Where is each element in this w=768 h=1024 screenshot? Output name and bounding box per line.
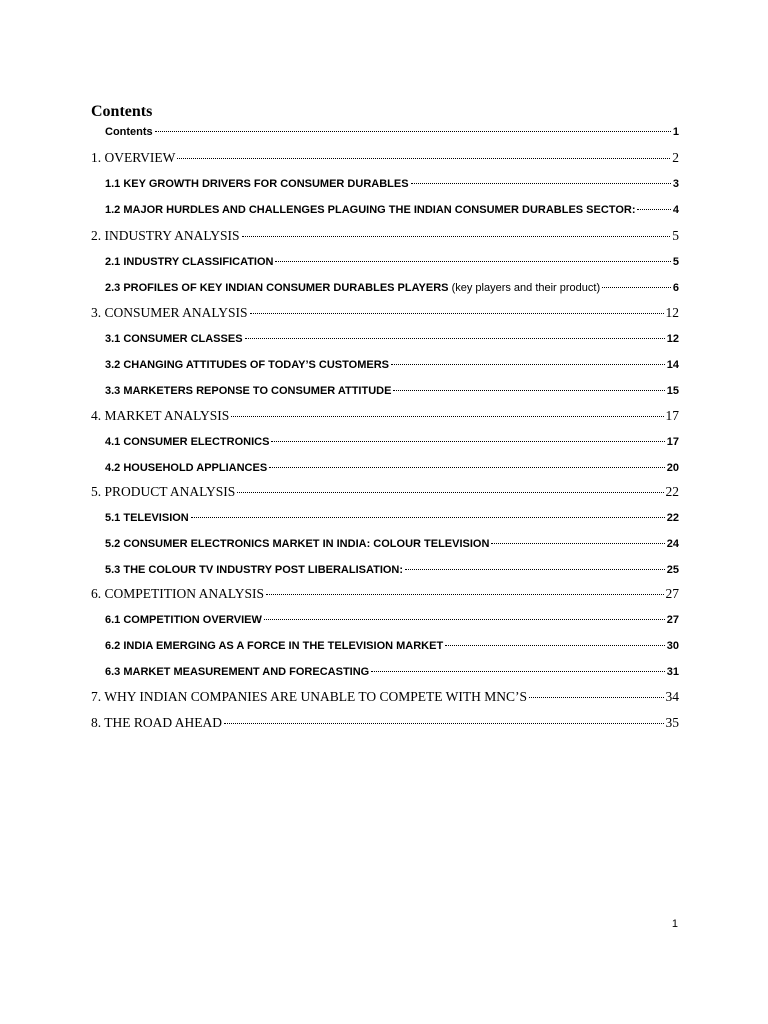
toc-entry-page: 5	[672, 228, 679, 243]
dot-leader	[250, 313, 664, 314]
toc-entry-text-extra: (key players and their product)	[451, 282, 601, 294]
toc-entry-text: 4.1 CONSUMER ELECTRONICS	[105, 436, 270, 448]
toc-entry-4-2[interactable]	[105, 460, 679, 476]
toc-entry-page: 4	[672, 204, 679, 216]
toc-entry-text: 4. MARKET ANALYSIS	[91, 408, 230, 423]
toc-entry-text: Contents	[105, 126, 153, 138]
toc-entry-page: 24	[666, 538, 679, 550]
toc-entry-text: 5.1 TELEVISION	[105, 512, 189, 524]
toc-entry-page: 3	[672, 178, 679, 190]
toc-entry-text: 2.1 INDUSTRY CLASSIFICATION	[105, 256, 274, 268]
dot-leader	[242, 236, 671, 237]
toc-entry-4-market-analysis[interactable]	[91, 408, 679, 424]
toc-entry-text: 2. INDUSTRY ANALYSIS	[91, 228, 240, 243]
toc-entry-text: 6.2 INDIA EMERGING AS A FORCE IN THE TELEVISION MARKET	[105, 640, 444, 652]
toc-entry-6-1[interactable]	[105, 612, 679, 628]
dot-leader	[271, 441, 664, 442]
toc-entry-page: 17	[665, 408, 679, 423]
dot-leader	[393, 390, 664, 391]
toc-entry-4-1[interactable]	[105, 434, 679, 450]
toc-entry-1-overview[interactable]	[91, 150, 679, 166]
toc-title: Contents	[91, 103, 153, 120]
toc-entry-text: 5. PRODUCT ANALYSIS	[91, 484, 236, 499]
dot-leader	[266, 594, 663, 595]
toc-entry-5-1[interactable]	[105, 510, 679, 526]
dot-leader	[275, 261, 670, 262]
toc-entry-page: 5	[672, 256, 679, 268]
toc-entry-page: 35	[665, 715, 679, 730]
toc-entry-page: 20	[666, 462, 679, 474]
toc-entry-page: 27	[665, 586, 679, 601]
toc-entry-text: 1.2 MAJOR HURDLES AND CHALLENGES PLAGUING THE INDIAN CONSUMER DURABLES SECTOR:	[105, 204, 636, 216]
dot-leader	[602, 287, 671, 288]
dot-leader	[371, 671, 665, 672]
toc-entry-text: 6.3 MARKET MEASUREMENT AND FORECASTING	[105, 666, 370, 678]
toc-entry-5-product-analysis[interactable]	[91, 484, 679, 500]
dot-leader	[245, 338, 665, 339]
toc-entry-8-road-ahead[interactable]	[91, 715, 679, 731]
dot-leader	[264, 619, 665, 620]
dot-leader	[411, 183, 671, 184]
toc-entry-text: 3.2 CHANGING ATTITUDES OF TODAY’S CUSTOMERS	[105, 359, 389, 371]
toc-entry-text: 1. OVERVIEW	[91, 150, 176, 165]
toc-entry-3-consumer-analysis[interactable]	[91, 305, 679, 321]
toc-entry-6-competition-analysis[interactable]	[91, 586, 679, 602]
toc-entry-text: 7. WHY INDIAN COMPANIES ARE UNABLE TO COMPETE WITH MNC’S	[91, 689, 528, 704]
toc-entry-2-1[interactable]	[105, 254, 679, 270]
toc-entry-text-wrap	[105, 280, 600, 296]
dot-leader	[224, 723, 664, 724]
toc-entry-6-3[interactable]	[105, 664, 679, 680]
toc-entry-1-1[interactable]	[105, 176, 679, 192]
toc-entry-page: 31	[666, 666, 679, 678]
toc-entry-2-3[interactable]	[105, 280, 679, 296]
toc-entry-page: 6	[672, 282, 679, 294]
toc-entry-page: 27	[666, 614, 679, 626]
toc-entry-text: 3.1 CONSUMER CLASSES	[105, 333, 243, 345]
toc-entry-page: 12	[666, 333, 679, 345]
toc-entry-page: 2	[672, 150, 679, 165]
dot-leader	[391, 364, 665, 365]
toc-entry-text: 5.3 THE COLOUR TV INDUSTRY POST LIBERALISATION:	[105, 564, 404, 576]
toc-entry-text: 8. THE ROAD AHEAD	[91, 715, 222, 730]
toc-entry-text: 6.1 COMPETITION OVERVIEW	[105, 614, 262, 626]
toc-entry-page: 17	[666, 436, 679, 448]
dot-leader	[231, 416, 663, 417]
dot-leader	[405, 569, 665, 570]
toc-entry-5-2[interactable]	[105, 536, 679, 552]
toc-entry-7-why-indian-companies[interactable]	[91, 689, 679, 705]
toc-entry-3-2[interactable]	[105, 357, 679, 373]
toc-entry-page: 34	[665, 689, 679, 704]
toc-entry-text: 6. COMPETITION ANALYSIS	[91, 586, 265, 601]
toc-entry-3-1[interactable]	[105, 331, 679, 347]
toc-entry-3-3[interactable]	[105, 383, 679, 399]
dot-leader	[191, 517, 665, 518]
dot-leader	[237, 492, 663, 493]
dot-leader	[637, 209, 670, 210]
toc-entry-text: 4.2 HOUSEHOLD APPLIANCES	[105, 462, 268, 474]
toc-entry-page: 12	[665, 305, 679, 320]
dot-leader	[177, 158, 670, 159]
toc-entry-6-2[interactable]	[105, 638, 679, 654]
toc-entry-page: 30	[666, 640, 679, 652]
dot-leader	[269, 467, 665, 468]
toc-entry-text: 3. CONSUMER ANALYSIS	[91, 305, 248, 320]
toc-entry-contents[interactable]	[105, 124, 679, 140]
toc-entry-page: 14	[666, 359, 679, 371]
toc-entry-text: 5.2 CONSUMER ELECTRONICS MARKET IN INDIA: COLOUR TELEVISION	[105, 538, 490, 550]
toc-entry-page: 22	[665, 484, 679, 499]
toc-entry-page: 22	[666, 512, 679, 524]
dot-leader	[445, 645, 665, 646]
dot-leader	[491, 543, 664, 544]
toc-entry-page: 15	[666, 385, 679, 397]
toc-entry-1-2[interactable]	[105, 202, 679, 218]
toc-entry-text: 3.3 MARKETERS REPONSE TO CONSUMER ATTITUDE	[105, 385, 392, 397]
toc-entry-text: 2.3 PROFILES OF KEY INDIAN CONSUMER DURABLES PLAYERS	[105, 282, 452, 294]
dot-leader	[155, 131, 671, 132]
toc-entry-page: 25	[666, 564, 679, 576]
dot-leader	[529, 697, 663, 698]
toc-entry-text: 1.1 KEY GROWTH DRIVERS FOR CONSUMER DURABLES	[105, 178, 409, 190]
toc-entry-2-industry-analysis[interactable]	[91, 228, 679, 244]
toc-entry-5-3[interactable]	[105, 562, 679, 578]
page-number: 1	[671, 918, 678, 930]
toc-entry-page: 1	[672, 126, 679, 138]
